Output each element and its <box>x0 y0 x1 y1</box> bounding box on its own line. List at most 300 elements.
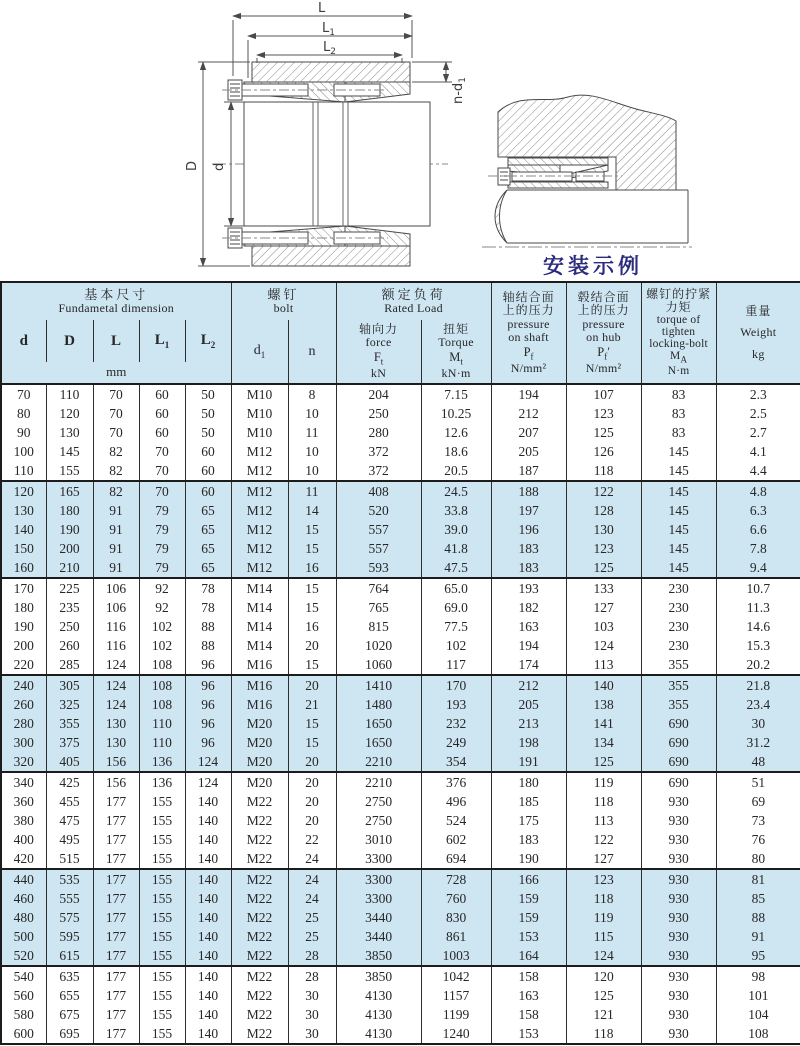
cell: M22 <box>231 927 288 946</box>
col-header-L1: $L_1$ <box>139 320 185 362</box>
cell: M22 <box>231 869 288 889</box>
cell: 79 <box>139 558 185 578</box>
cell: 555 <box>46 889 93 908</box>
cell: 376 <box>421 772 491 792</box>
cell: 124 <box>566 636 641 655</box>
cell: 815 <box>336 617 421 636</box>
cell: 765 <box>336 598 421 617</box>
cell: 70 <box>93 404 139 423</box>
cell: 177 <box>93 889 139 908</box>
table-row <box>1 869 800 889</box>
cell: M16 <box>231 675 288 695</box>
cell: 12.6 <box>421 423 491 442</box>
cell: 1060 <box>336 655 421 675</box>
dim-label-D: D <box>185 160 200 171</box>
cell: 177 <box>93 1024 139 1044</box>
cell: 134 <box>566 733 641 752</box>
cell: 177 <box>93 792 139 811</box>
cell: 1003 <box>421 946 491 966</box>
cell: 355 <box>641 655 716 675</box>
cell: 48 <box>716 752 800 772</box>
cell: 557 <box>336 539 421 558</box>
cell: 600 <box>1 1024 46 1044</box>
cell: 90 <box>1 423 46 442</box>
cell: 193 <box>491 578 566 598</box>
cell: 305 <box>46 675 93 695</box>
cell: 15 <box>288 520 336 539</box>
cell: 595 <box>46 927 93 946</box>
cell: M12 <box>231 558 288 578</box>
cell: 160 <box>1 558 46 578</box>
cell: 30 <box>288 986 336 1005</box>
header-tightening-torque: 螺钉的拧紧 力矩 torque of tighten locking-bolt $M_A$ N·m <box>641 282 716 384</box>
cell: 113 <box>566 655 641 675</box>
cell: 930 <box>641 1024 716 1044</box>
cell: 140 <box>185 986 231 1005</box>
cell: 480 <box>1 908 46 927</box>
cell: 77.5 <box>421 617 491 636</box>
cell: M10 <box>231 404 288 423</box>
dim-label-L: L <box>318 1 326 16</box>
cell: 145 <box>641 539 716 558</box>
cell: 580 <box>1 1005 46 1024</box>
cell: 104 <box>716 1005 800 1024</box>
cell: 375 <box>46 733 93 752</box>
cell: 47.5 <box>421 558 491 578</box>
table-row <box>1 946 800 966</box>
col-header-n: n <box>288 320 336 384</box>
dim-label-L1: $L_1$ <box>322 21 335 38</box>
cell: 140 <box>185 830 231 849</box>
table-row <box>1 966 800 986</box>
cell: 1650 <box>336 733 421 752</box>
cell: 110 <box>139 733 185 752</box>
cell: 153 <box>491 1024 566 1044</box>
cell: 200 <box>1 636 46 655</box>
cell: 103 <box>566 617 641 636</box>
cell: M20 <box>231 772 288 792</box>
cell: 96 <box>185 714 231 733</box>
table-row <box>1 714 800 733</box>
cell: 108 <box>139 695 185 714</box>
cell: 140 <box>566 675 641 695</box>
cell: 190 <box>491 849 566 869</box>
cell: 235 <box>46 598 93 617</box>
table-row <box>1 442 800 461</box>
cell: 92 <box>139 598 185 617</box>
cell: 88 <box>185 636 231 655</box>
cell: 1042 <box>421 966 491 986</box>
table-row <box>1 539 800 558</box>
cell: 130 <box>93 733 139 752</box>
cell: 3850 <box>336 966 421 986</box>
cell: 140 <box>185 908 231 927</box>
cell: 7.8 <box>716 539 800 558</box>
cell: 33.8 <box>421 501 491 520</box>
table-row <box>1 908 800 927</box>
cell: 30 <box>288 1024 336 1044</box>
cell: 118 <box>566 889 641 908</box>
cell: 155 <box>46 461 93 481</box>
cell: 207 <box>491 423 566 442</box>
header-weight: 重量 Weight kg <box>716 282 800 384</box>
cell: 1650 <box>336 714 421 733</box>
cell: 92 <box>139 578 185 598</box>
cell: 110 <box>46 384 93 404</box>
cell: 460 <box>1 889 46 908</box>
cell: 205 <box>491 695 566 714</box>
cell: 635 <box>46 966 93 986</box>
cell: 380 <box>1 811 46 830</box>
cell: 24 <box>288 849 336 869</box>
cell: 118 <box>566 461 641 481</box>
cell: 495 <box>46 830 93 849</box>
dim-label-L2: $L_2$ <box>323 40 336 57</box>
cell: 4.4 <box>716 461 800 481</box>
cell: 18.6 <box>421 442 491 461</box>
cell: 372 <box>336 442 421 461</box>
cell: 475 <box>46 811 93 830</box>
cell: 250 <box>46 617 93 636</box>
table-row <box>1 830 800 849</box>
cell: 20 <box>288 752 336 772</box>
cell: 124 <box>93 695 139 714</box>
cell: 115 <box>566 927 641 946</box>
cell: M12 <box>231 539 288 558</box>
cell: 690 <box>641 714 716 733</box>
cell: 177 <box>93 869 139 889</box>
table-row <box>1 811 800 830</box>
cell: 230 <box>641 598 716 617</box>
cell: 15 <box>288 539 336 558</box>
table-row <box>1 423 800 442</box>
cell: 108 <box>139 675 185 695</box>
col-header-d: d <box>1 320 46 362</box>
cell: 83 <box>641 423 716 442</box>
cell: 194 <box>491 384 566 404</box>
cell: 190 <box>46 520 93 539</box>
table-row <box>1 695 800 714</box>
cell: 8 <box>288 384 336 404</box>
cell: 28 <box>288 946 336 966</box>
installation-example-title: 安装示例 <box>543 254 643 278</box>
cell: 524 <box>421 811 491 830</box>
cell: 153 <box>491 927 566 946</box>
cell: M22 <box>231 908 288 927</box>
cell: 260 <box>1 695 46 714</box>
cell: 320 <box>1 752 46 772</box>
cell: 205 <box>491 442 566 461</box>
cell: 183 <box>491 558 566 578</box>
cell: 20 <box>288 772 336 792</box>
cell: 96 <box>185 733 231 752</box>
cell: 65 <box>185 558 231 578</box>
cell: 285 <box>46 655 93 675</box>
cell: 145 <box>641 442 716 461</box>
cell: 10.25 <box>421 404 491 423</box>
cell: 102 <box>421 636 491 655</box>
cell: 24 <box>288 869 336 889</box>
cell: 3300 <box>336 869 421 889</box>
cell: M12 <box>231 520 288 539</box>
cell: 123 <box>566 539 641 558</box>
cell: 140 <box>185 966 231 986</box>
cell: 166 <box>491 869 566 889</box>
cell: 127 <box>566 849 641 869</box>
cell: 11 <box>288 423 336 442</box>
cell: 145 <box>641 501 716 520</box>
cell: 372 <box>336 461 421 481</box>
cell: 65 <box>185 520 231 539</box>
cell: 3850 <box>336 946 421 966</box>
cell: 3010 <box>336 830 421 849</box>
cell: 125 <box>566 752 641 772</box>
cell: 280 <box>336 423 421 442</box>
cell: 557 <box>336 520 421 539</box>
cell: 140 <box>185 1005 231 1024</box>
cell: 4130 <box>336 986 421 1005</box>
cell: 193 <box>421 695 491 714</box>
cell: 125 <box>566 423 641 442</box>
spec-table <box>0 281 800 1045</box>
cell: 82 <box>93 442 139 461</box>
cell: 70 <box>139 481 185 501</box>
cell: 128 <box>566 501 641 520</box>
cell: 140 <box>185 869 231 889</box>
cell: 124 <box>93 675 139 695</box>
cell: 593 <box>336 558 421 578</box>
cell: 155 <box>139 927 185 946</box>
cell: 124 <box>185 752 231 772</box>
cell: 107 <box>566 384 641 404</box>
cell: 121 <box>566 1005 641 1024</box>
cell: M22 <box>231 811 288 830</box>
cell: 694 <box>421 849 491 869</box>
cell: M14 <box>231 636 288 655</box>
cell: 175 <box>491 811 566 830</box>
cell: 95 <box>716 946 800 966</box>
cell: 420 <box>1 849 46 869</box>
cell: M22 <box>231 1005 288 1024</box>
cell: 177 <box>93 927 139 946</box>
cell: 155 <box>139 849 185 869</box>
cell: 930 <box>641 792 716 811</box>
cell: 126 <box>566 442 641 461</box>
cell: 198 <box>491 733 566 752</box>
cell: 930 <box>641 986 716 1005</box>
cell: 70 <box>1 384 46 404</box>
cell: 124 <box>566 946 641 966</box>
cell: 140 <box>185 792 231 811</box>
cell: 122 <box>566 481 641 501</box>
cell: 200 <box>46 539 93 558</box>
table-row <box>1 501 800 520</box>
cell: 225 <box>46 578 93 598</box>
cell: 60 <box>185 442 231 461</box>
cell: 20 <box>288 811 336 830</box>
table-row <box>1 752 800 772</box>
cell: 177 <box>93 830 139 849</box>
cell: 360 <box>1 792 46 811</box>
cell: 165 <box>46 481 93 501</box>
cell: 194 <box>491 636 566 655</box>
cell: 355 <box>641 675 716 695</box>
cell: 80 <box>1 404 46 423</box>
cell: 1020 <box>336 636 421 655</box>
cell: 70 <box>139 461 185 481</box>
cell: 41.8 <box>421 539 491 558</box>
cell: 15 <box>288 655 336 675</box>
cell: 60 <box>185 461 231 481</box>
cell: 155 <box>139 792 185 811</box>
cell: 180 <box>491 772 566 792</box>
cell: 16 <box>288 617 336 636</box>
cell: 20.2 <box>716 655 800 675</box>
cell: 4.8 <box>716 481 800 501</box>
cell: 6.6 <box>716 520 800 539</box>
cell: 39.0 <box>421 520 491 539</box>
cell: 155 <box>139 966 185 986</box>
cell: 575 <box>46 908 93 927</box>
cell: M16 <box>231 655 288 675</box>
cell: 540 <box>1 966 46 986</box>
cell: 82 <box>93 461 139 481</box>
cell: 123 <box>566 869 641 889</box>
header-pressure-on-hub: 毂结合面 上的压力 pressure on hub $P_f'$ N/mm² <box>566 282 641 384</box>
cell: M12 <box>231 481 288 501</box>
cell: 196 <box>491 520 566 539</box>
cell: M14 <box>231 598 288 617</box>
cell: 183 <box>491 830 566 849</box>
cell: 150 <box>1 539 46 558</box>
cell: 930 <box>641 889 716 908</box>
cell: 10 <box>288 404 336 423</box>
cell: M22 <box>231 889 288 908</box>
cell: 405 <box>46 752 93 772</box>
cell: 212 <box>491 404 566 423</box>
cell: 930 <box>641 966 716 986</box>
cell: 30 <box>288 1005 336 1024</box>
cell: 78 <box>185 598 231 617</box>
cell: 15 <box>288 733 336 752</box>
cell: 50 <box>185 404 231 423</box>
cell: M12 <box>231 442 288 461</box>
cell: 51 <box>716 772 800 792</box>
cell: 118 <box>566 1024 641 1044</box>
cell: 79 <box>139 501 185 520</box>
cell: 11 <box>288 481 336 501</box>
table-row <box>1 849 800 869</box>
cell: 213 <box>491 714 566 733</box>
cell: 60 <box>185 481 231 501</box>
cell: 4130 <box>336 1005 421 1024</box>
cell: 122 <box>566 830 641 849</box>
section-drawing <box>185 1 468 266</box>
cell: 24 <box>288 889 336 908</box>
cell: M22 <box>231 966 288 986</box>
cell: 177 <box>93 966 139 986</box>
cell: 4130 <box>336 1024 421 1044</box>
cell: 1240 <box>421 1024 491 1044</box>
cell: 191 <box>491 752 566 772</box>
cell: 10 <box>288 461 336 481</box>
cell: 249 <box>421 733 491 752</box>
cell: 21 <box>288 695 336 714</box>
table-row <box>1 636 800 655</box>
cell: M10 <box>231 384 288 404</box>
cell: 80 <box>716 849 800 869</box>
cell: 1157 <box>421 986 491 1005</box>
cell: 155 <box>139 869 185 889</box>
cell: 78 <box>185 578 231 598</box>
cell: 560 <box>1 986 46 1005</box>
cell: M22 <box>231 830 288 849</box>
cell: 155 <box>139 1024 185 1044</box>
cell: 355 <box>641 695 716 714</box>
cell: 98 <box>716 966 800 986</box>
table-row <box>1 675 800 695</box>
cell: 163 <box>491 617 566 636</box>
cell: 22 <box>288 830 336 849</box>
cell: 31.2 <box>716 733 800 752</box>
cell: 140 <box>185 946 231 966</box>
cell: 500 <box>1 927 46 946</box>
cell: 170 <box>421 675 491 695</box>
cell: 136 <box>139 772 185 792</box>
cell: 220 <box>1 655 46 675</box>
cell: 10.7 <box>716 578 800 598</box>
cell: 155 <box>139 811 185 830</box>
cell: 91 <box>716 927 800 946</box>
cell: 9.4 <box>716 558 800 578</box>
cell: 140 <box>185 927 231 946</box>
cell: 230 <box>641 617 716 636</box>
cell: M14 <box>231 617 288 636</box>
cell: 145 <box>641 461 716 481</box>
cell: 73 <box>716 811 800 830</box>
cell: 100 <box>1 442 46 461</box>
dim-label-d: d <box>212 162 227 171</box>
cell: 120 <box>566 966 641 986</box>
cell: 520 <box>1 946 46 966</box>
cell: 91 <box>93 558 139 578</box>
cell: 15 <box>288 714 336 733</box>
cell: 185 <box>491 792 566 811</box>
cell: 140 <box>185 1024 231 1044</box>
cell: 602 <box>421 830 491 849</box>
cell: 10 <box>288 442 336 461</box>
cell: 690 <box>641 772 716 792</box>
cell: 204 <box>336 384 421 404</box>
cell: 70 <box>93 423 139 442</box>
cell: 930 <box>641 869 716 889</box>
cell: 119 <box>566 908 641 927</box>
table-row <box>1 404 800 423</box>
cell: 25 <box>288 927 336 946</box>
cell: 28 <box>288 966 336 986</box>
cell: 145 <box>46 442 93 461</box>
cell: 182 <box>491 598 566 617</box>
cell: 210 <box>46 558 93 578</box>
cell: 187 <box>491 461 566 481</box>
col-header-L2: $L_2$ <box>185 320 231 362</box>
cell: 70 <box>139 442 185 461</box>
cell: M20 <box>231 714 288 733</box>
cell: 15 <box>288 578 336 598</box>
cell: 440 <box>1 869 46 889</box>
cell: 136 <box>139 752 185 772</box>
table-row <box>1 792 800 811</box>
